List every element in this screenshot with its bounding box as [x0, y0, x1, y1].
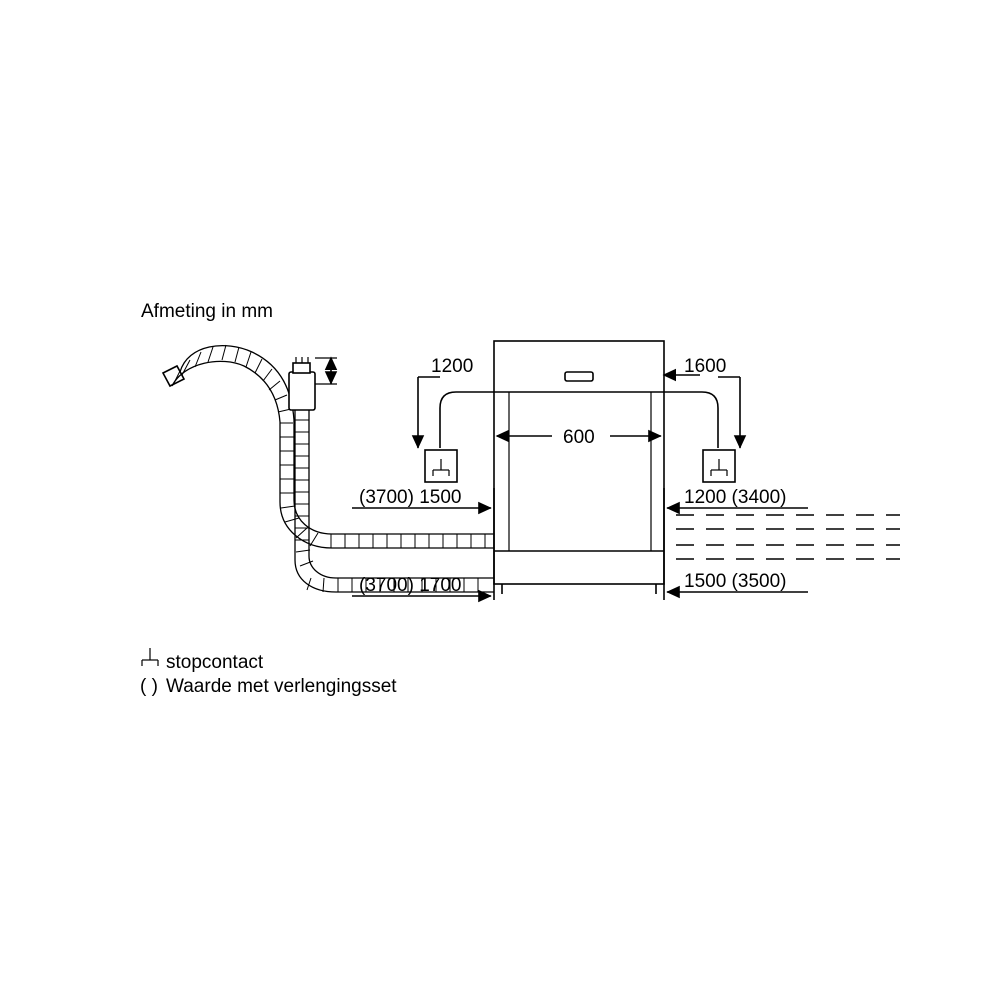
left-socket-group	[418, 356, 494, 482]
dashed-supply-lines	[676, 515, 900, 559]
dimension-width-label: 600	[563, 427, 595, 448]
legend	[140, 648, 397, 697]
dimension-right-upper-label: 1200 (3400)	[684, 487, 787, 508]
dimension-right-lower-label: 1500 (3500)	[684, 571, 787, 592]
socket-icon	[142, 648, 158, 666]
dishwasher-body	[494, 341, 664, 594]
figure-title: Afmeting in mm	[141, 301, 273, 322]
dimension-top-left-label: 1200	[431, 356, 474, 377]
right-dimension-lower	[667, 571, 808, 592]
legend-socket-label: stopcontact	[166, 652, 264, 673]
dimension-left-lower-label: (3700) 1700	[359, 575, 462, 596]
dimension-left-upper-label: (3700) 1500	[359, 487, 462, 508]
right-socket-group	[664, 356, 740, 482]
legend-extension-label: Waarde met verlengingsset	[166, 676, 397, 697]
parenthesis-symbol: ( )	[140, 676, 158, 697]
dimension-top-right-label: 1600	[684, 356, 727, 377]
